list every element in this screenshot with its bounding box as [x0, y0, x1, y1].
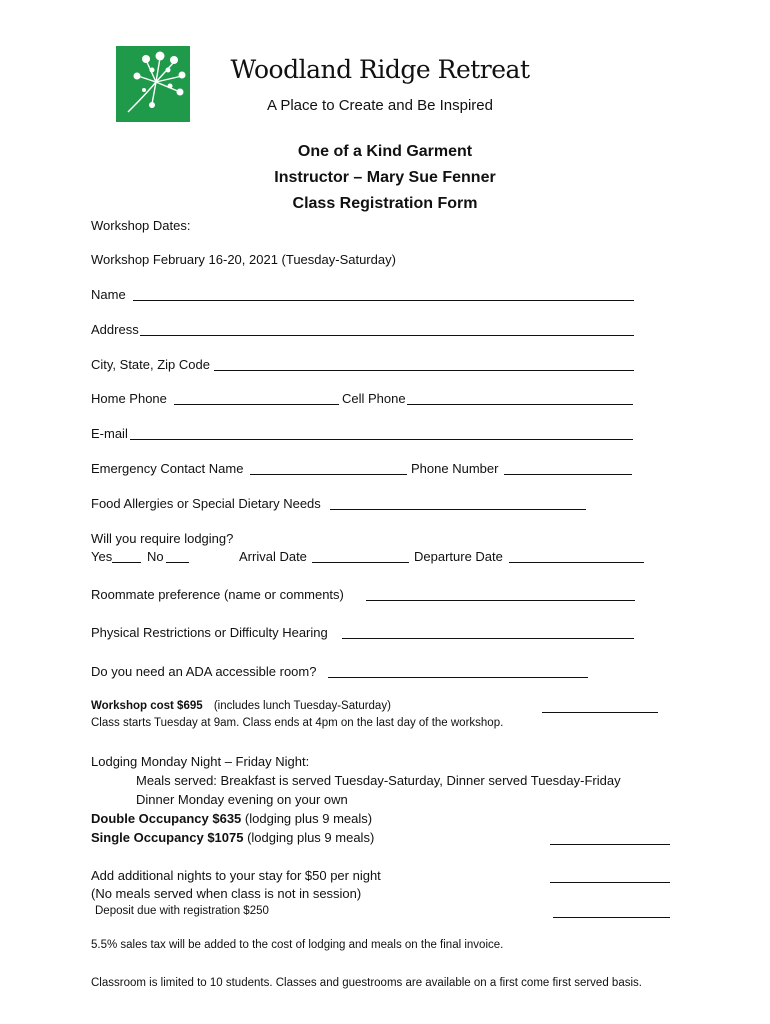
form-heading: Class Registration Form: [292, 195, 478, 212]
single-occupancy-note: (lodging plus 9 meals): [247, 830, 375, 845]
retreat-tagline: A Place to Create and Be Inspired: [267, 97, 493, 114]
workshop-cost-label: Workshop cost $695: [91, 700, 203, 712]
deposit-field[interactable]: [553, 917, 670, 918]
departure-date-label: Departure Date: [414, 549, 503, 564]
arrival-date-field[interactable]: [312, 562, 409, 563]
classroom-note: Classroom is limited to 10 students. Classes and guestrooms are available on a first come first served basis.: [91, 977, 642, 989]
no-label: No: [147, 549, 164, 564]
ada-field[interactable]: [328, 677, 588, 678]
tax-note: 5.5% sales tax will be added to the cost of lodging and meals on the final invoice.: [91, 939, 504, 951]
email-field[interactable]: [130, 439, 633, 440]
class-title: One of a Kind Garment: [297, 143, 473, 160]
additional-nights: Add additional nights to your stay for $50 per night: [91, 868, 381, 883]
additional-nights-field[interactable]: [550, 882, 670, 883]
workshop-cost-field[interactable]: [542, 712, 658, 713]
emergency-contact-field[interactable]: [250, 474, 407, 475]
lodging-question: Will you require lodging?: [91, 531, 234, 546]
physical-restrictions-label: Physical Restrictions or Difficulty Hearing: [91, 625, 328, 640]
meals-served: Meals served: Breakfast is served Tuesday-Saturday, Dinner served Tuesday-Friday: [136, 773, 621, 788]
address-label: Address: [91, 322, 139, 337]
class-times: Class starts Tuesday at 9am. Class ends at 4pm on the last day of the workshop.: [91, 717, 504, 729]
home-phone-field[interactable]: [174, 404, 339, 405]
address-field[interactable]: [140, 335, 634, 336]
name-field[interactable]: [133, 300, 634, 301]
retreat-logo: [116, 46, 190, 122]
home-phone-label: Home Phone: [91, 391, 167, 406]
emergency-contact-label: Emergency Contact Name: [91, 461, 244, 476]
deposit-note: Deposit due with registration $250: [95, 905, 269, 917]
phone-number-field[interactable]: [504, 474, 632, 475]
double-occupancy-label: Double Occupancy $635: [91, 811, 242, 826]
name-label: Name: [91, 287, 126, 302]
lodging-heading: Lodging Monday Night – Friday Night:: [91, 754, 310, 769]
food-allergies-field[interactable]: [330, 509, 586, 510]
roommate-label: Roommate preference (name or comments): [91, 587, 344, 602]
retreat-name: Woodland Ridge Retreat: [230, 55, 530, 84]
no-meals-note: (No meals served when class is not in session): [91, 886, 362, 901]
dinner-note: Dinner Monday evening on your own: [136, 792, 348, 807]
departure-date-field[interactable]: [509, 562, 644, 563]
city-state-zip-field[interactable]: [214, 370, 634, 371]
double-occupancy-note: (lodging plus 9 meals): [244, 811, 373, 826]
workshop-cost-note: (includes lunch Tuesday-Saturday): [213, 700, 391, 712]
city-state-zip-label: City, State, Zip Code: [91, 357, 210, 372]
instructor-line: Instructor – Mary Sue Fenner: [274, 169, 496, 186]
cell-phone-field[interactable]: [407, 404, 633, 405]
no-field[interactable]: [166, 562, 189, 563]
ada-label: Do you need an ADA accessible room?: [91, 664, 317, 679]
workshop-dates-label: Workshop Dates:: [91, 218, 191, 233]
arrival-date-label: Arrival Date: [239, 549, 307, 564]
occupancy-field[interactable]: [550, 844, 670, 845]
email-label: E-mail: [91, 426, 128, 441]
yes-field[interactable]: [112, 562, 141, 563]
workshop-dates-value: Workshop February 16-20, 2021 (Tuesday-Saturday): [91, 252, 396, 267]
cell-phone-label: Cell Phone: [342, 391, 406, 406]
yes-label: Yes: [91, 549, 113, 564]
single-occupancy-label: Single Occupancy $1075: [91, 830, 244, 845]
physical-restrictions-field[interactable]: [342, 638, 634, 639]
roommate-field[interactable]: [366, 600, 635, 601]
food-allergies-label: Food Allergies or Special Dietary Needs: [91, 496, 321, 511]
phone-number-label: Phone Number: [411, 461, 499, 476]
